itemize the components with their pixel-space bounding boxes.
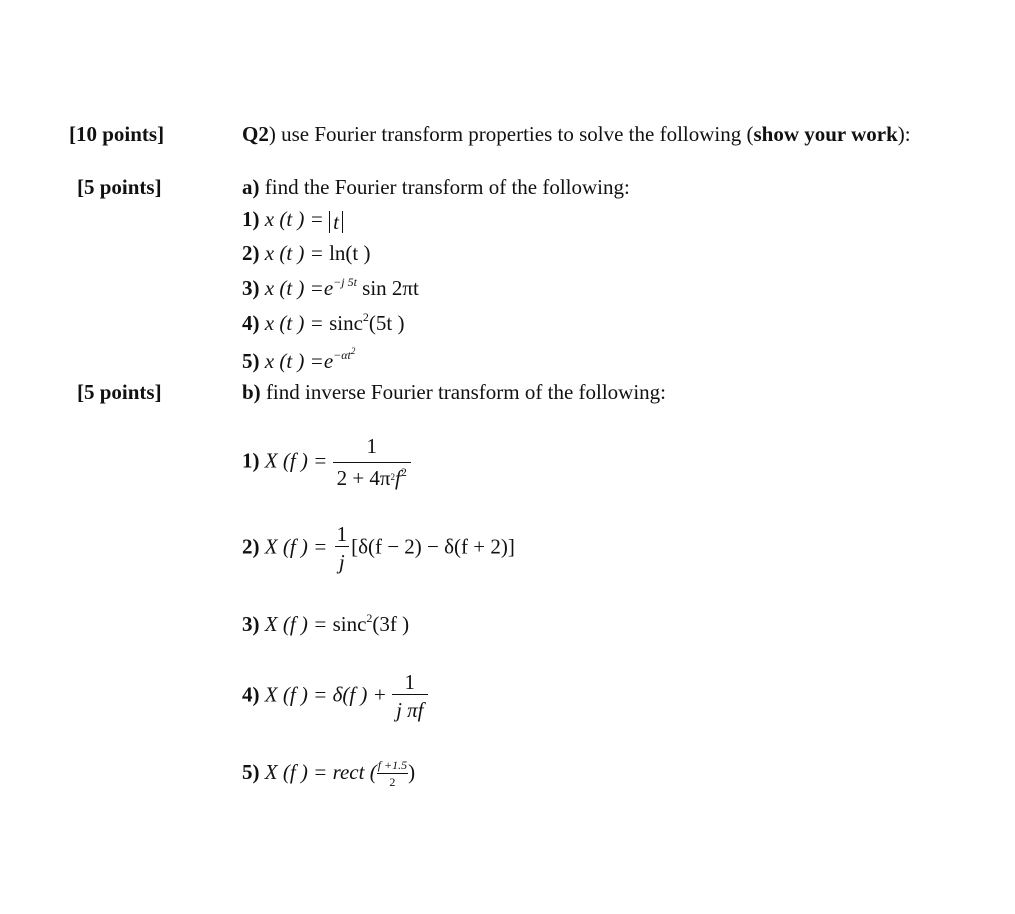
equation-lhs: x (t ) =e bbox=[264, 276, 334, 300]
part-b-points: [5 points] bbox=[77, 380, 162, 404]
part-b-text: find inverse Fourier transform of the following: bbox=[260, 380, 667, 404]
fraction-denominator: 2 bbox=[377, 773, 408, 790]
part-b-item-4 bbox=[242, 670, 428, 723]
equation-lhs: X (f ) = bbox=[264, 612, 333, 636]
part-b-heading bbox=[242, 380, 666, 405]
equation-rhs: t bbox=[333, 210, 339, 234]
equation-rhs: sinc bbox=[329, 311, 363, 335]
equation-lhs: x (t ) = bbox=[264, 207, 330, 231]
equation-rhs: sinc bbox=[332, 612, 367, 636]
exponent: −αt bbox=[333, 348, 351, 362]
part-b-item-2 bbox=[242, 522, 515, 575]
equation-rhs-arg: (5t ) bbox=[368, 311, 405, 335]
fraction-denominator bbox=[333, 462, 411, 491]
equation-lhs: x (t ) = bbox=[264, 311, 330, 335]
fraction-numerator: 1 bbox=[366, 434, 377, 458]
total-points: [10 points] bbox=[69, 122, 165, 146]
item-number: 2) bbox=[242, 241, 260, 265]
item-number: 5) bbox=[242, 349, 260, 373]
question-label: Q2 bbox=[242, 122, 269, 146]
fraction-denominator: j bbox=[335, 546, 349, 574]
item-number: 4) bbox=[242, 682, 260, 707]
question-heading bbox=[242, 122, 911, 147]
item-number: 1) bbox=[242, 207, 260, 231]
part-b-label: b) bbox=[242, 380, 261, 404]
part-a-item-2 bbox=[242, 241, 370, 266]
question-text-end: ): bbox=[897, 122, 911, 146]
equation-lhs: x (t ) =e bbox=[264, 349, 334, 373]
denominator-var: f bbox=[395, 466, 401, 490]
equation-rhs-arg: (3f ) bbox=[372, 612, 410, 636]
part-a-item-1 bbox=[242, 207, 343, 233]
part-b-item-3 bbox=[242, 612, 409, 637]
fraction-denominator: j πf bbox=[392, 694, 427, 722]
item-number: 2) bbox=[242, 534, 260, 559]
part-a-text: find the Fourier transform of the following: bbox=[259, 175, 630, 199]
equation-lhs: x (t ) = bbox=[264, 241, 330, 265]
exponent-square: 2 bbox=[350, 346, 356, 356]
part-a-item-5 bbox=[242, 346, 356, 374]
equation-rhs: [δ(f − 2) − δ(f + 2)] bbox=[351, 534, 515, 559]
question-emphasis: show your work bbox=[753, 122, 898, 146]
denominator-part: 2 + 4π bbox=[336, 466, 391, 490]
closing-paren: ) bbox=[408, 759, 416, 784]
part-b-item-1 bbox=[242, 434, 411, 491]
equation-rhs: sin 2πt bbox=[356, 276, 419, 300]
equation-lhs: X (f ) = rect ( bbox=[264, 759, 377, 784]
fraction-numerator: f +1.5 bbox=[377, 758, 408, 772]
part-a-heading bbox=[242, 175, 630, 200]
item-number: 3) bbox=[242, 276, 260, 300]
part-a-label: a) bbox=[242, 175, 260, 199]
fraction bbox=[377, 758, 408, 790]
exponent: 2 bbox=[366, 611, 373, 625]
exponent: 2 bbox=[400, 465, 407, 479]
part-a-item-4 bbox=[242, 311, 404, 336]
part-a-item-3 bbox=[242, 276, 419, 301]
item-number: 4) bbox=[242, 311, 260, 335]
fraction bbox=[333, 522, 352, 575]
part-b-item-5 bbox=[242, 758, 415, 790]
exponent: −j 5t bbox=[333, 275, 357, 289]
exponent: 2 bbox=[390, 472, 396, 482]
item-number: 5) bbox=[242, 759, 260, 784]
question-text: ) use Fourier transform properties to solve the following ( bbox=[268, 122, 754, 146]
absolute-value bbox=[329, 211, 343, 233]
fraction-numerator: 1 bbox=[336, 522, 348, 546]
equation-lhs: X (f ) = bbox=[264, 534, 333, 559]
fraction-numerator: 1 bbox=[404, 670, 416, 694]
fraction bbox=[392, 670, 427, 723]
equation-rhs: ln(t ) bbox=[329, 241, 371, 265]
equation-lhs: X (f ) = bbox=[264, 448, 333, 473]
part-a-points: [5 points] bbox=[77, 175, 162, 199]
exponent: 2 bbox=[362, 310, 369, 324]
fraction bbox=[333, 434, 411, 491]
item-number: 1) bbox=[242, 448, 260, 473]
item-number: 3) bbox=[242, 612, 260, 636]
equation-lhs: X (f ) = δ(f ) + bbox=[264, 682, 393, 707]
